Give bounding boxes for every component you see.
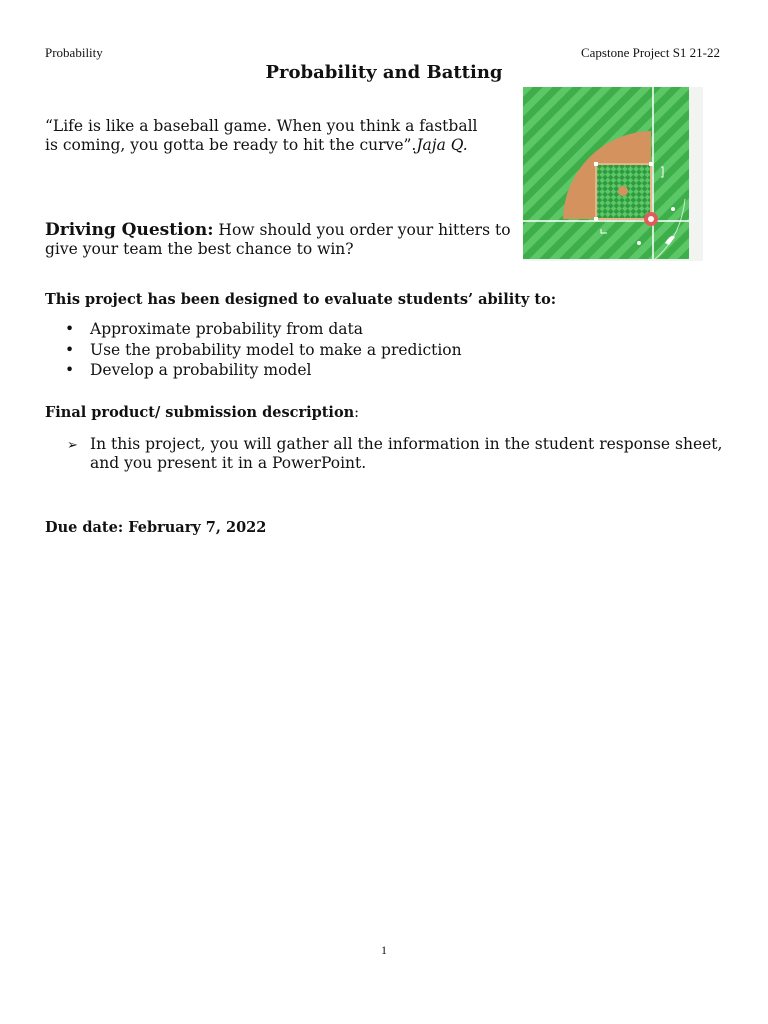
due-date: Due date: February 7, 2022 <box>45 519 267 536</box>
driving-question <box>45 221 515 259</box>
objectives-list <box>45 319 462 381</box>
driving-question-text: How should you order your hitters to give your team the best chance to win? <box>45 221 511 258</box>
bullet-icon: • <box>65 340 75 359</box>
header-right: Capstone Project S1 21-22 <box>580 45 720 60</box>
arrow-bullet-icon: ➢ <box>67 438 78 453</box>
driving-question-label: Driving Question: <box>45 220 214 240</box>
list-item: • Develop a probability model <box>65 361 312 379</box>
bullet-icon: • <box>65 320 75 338</box>
evaluation-heading: This project has been designed to evaluate students’ ability to: <box>45 291 557 308</box>
bullet-icon: • <box>65 361 75 379</box>
page-number: 1 <box>381 943 387 957</box>
baseball-field-icon <box>523 87 703 261</box>
list-item: • Approximate probability from data <box>65 320 364 338</box>
final-product-item <box>45 435 735 473</box>
page-title: Probability and Batting <box>265 62 503 83</box>
list-item: • Use the probability model to make a prediction <box>65 340 462 359</box>
quote-author: Jaja Q. <box>416 136 468 154</box>
final-product-heading: Final product/ submission description: <box>45 404 360 421</box>
quote <box>45 117 495 155</box>
header-left: Probability <box>45 45 103 60</box>
final-product-heading-text: Final product/ submission description <box>45 404 355 421</box>
final-product-text: In this project, you will gather all the information in the student response sheet, and you present it in a PowerPoint. <box>90 435 723 472</box>
quote-text: “Life is like a baseball game. When you think a fastball is coming, you gotta be ready to hit the curve”. <box>45 117 478 154</box>
